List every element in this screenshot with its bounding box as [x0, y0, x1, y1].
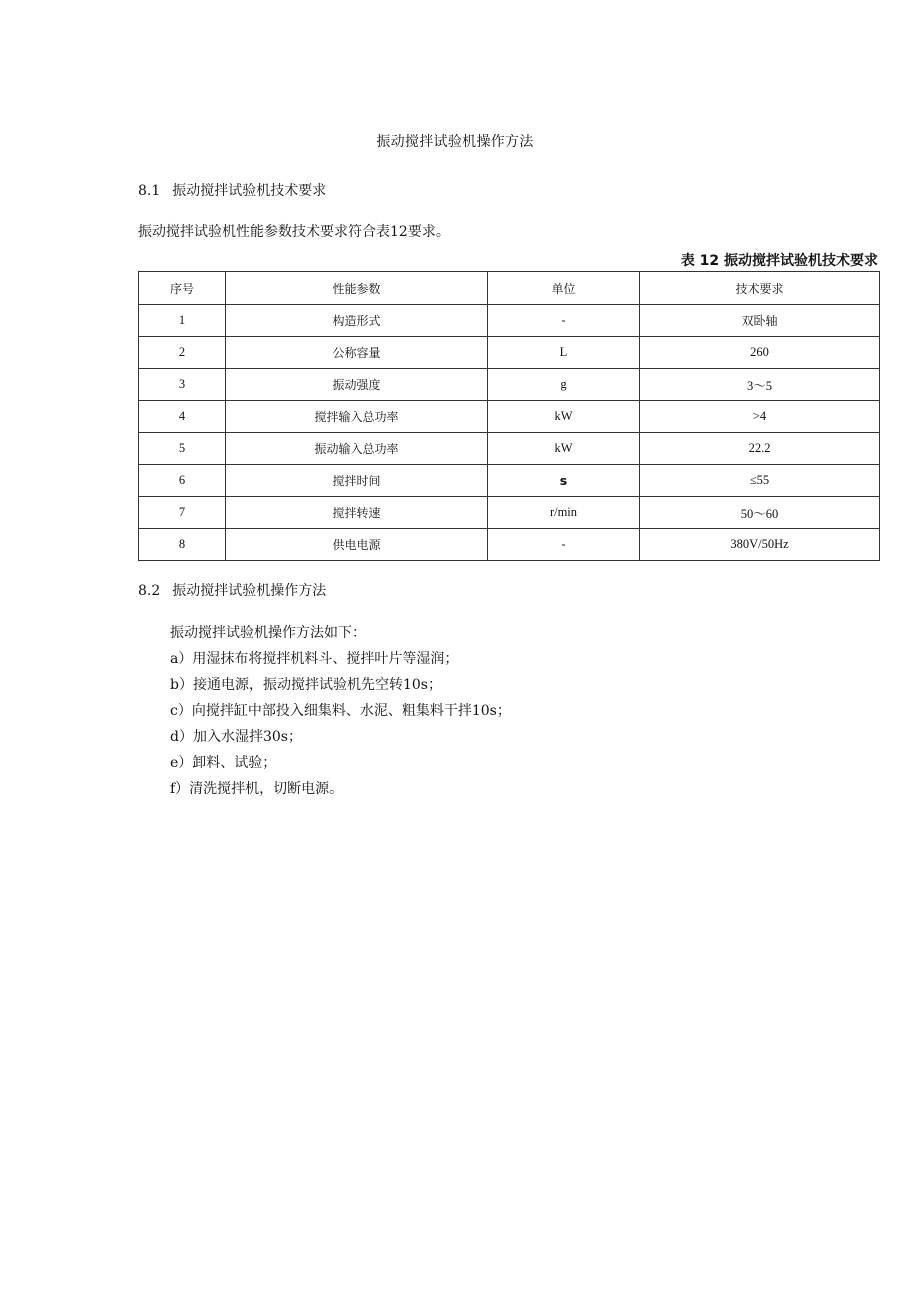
cell-requirement: 380V/50Hz: [640, 529, 880, 561]
cell-index: 1: [139, 305, 226, 337]
section-heading-8-1: [138, 181, 326, 201]
procedure-step: f）清洗搅拌机，切断电源。: [170, 781, 344, 797]
table-row: [139, 433, 880, 465]
table-row: [139, 305, 880, 337]
cell-index: 6: [139, 465, 226, 497]
spec-table: [138, 271, 880, 561]
section-number: 8.1: [138, 183, 161, 199]
table-row: [139, 337, 880, 369]
table-row: [139, 497, 880, 529]
cell-parameter: 振动强度: [226, 369, 488, 401]
cell-index: 7: [139, 497, 226, 529]
cell-unit: g: [488, 369, 640, 401]
cell-index: 3: [139, 369, 226, 401]
cell-unit: kW: [488, 433, 640, 465]
cell-parameter: 构造形式: [226, 305, 488, 337]
cell-index: 5: [139, 433, 226, 465]
intro-paragraph: 振动搅拌试验机性能参数技术要求符合表12要求。: [138, 224, 450, 240]
cell-requirement: 260: [640, 337, 880, 369]
table-row: [139, 465, 880, 497]
cell-parameter: 振动输入总功率: [226, 433, 488, 465]
cell-requirement: ≤55: [640, 465, 880, 497]
cell-requirement: 22.2: [640, 433, 880, 465]
procedure-step: c）向搅拌缸中部投入细集料、水泥、粗集料干拌10s；: [170, 703, 511, 719]
table-caption: 表 12 振动搅拌试验机技术要求: [680, 253, 878, 269]
cell-unit: L: [488, 337, 640, 369]
cell-parameter: 搅拌输入总功率: [226, 401, 488, 433]
cell-requirement: 双卧轴: [640, 305, 880, 337]
procedure-step: a）用湿抹布将搅拌机料斗、搅拌叶片等湿润；: [170, 651, 459, 667]
cell-parameter: 公称容量: [226, 337, 488, 369]
table-header-row: [139, 272, 880, 305]
cell-index: 4: [139, 401, 226, 433]
table-row: [139, 401, 880, 433]
cell-index: 2: [139, 337, 226, 369]
procedure-step: d）加入水湿拌30s；: [170, 729, 302, 745]
section-heading-8-2: [138, 581, 326, 601]
cell-requirement: >4: [640, 401, 880, 433]
cell-unit: kW: [488, 401, 640, 433]
procedure-list: [170, 620, 511, 802]
cell-unit: r/min: [488, 497, 640, 529]
cell-unit: -: [488, 529, 640, 561]
header-cell-requirement: 技术要求: [640, 272, 880, 305]
cell-parameter: 供电电源: [226, 529, 488, 561]
cell-parameter: 搅拌转速: [226, 497, 488, 529]
procedure-lead: 振动搅拌试验机操作方法如下：: [170, 625, 366, 641]
header-cell-index: 序号: [139, 272, 226, 305]
cell-index: 8: [139, 529, 226, 561]
section-title: 振动搅拌试验机技术要求: [172, 183, 327, 199]
procedure-step: e）卸料、试验；: [170, 755, 277, 771]
cell-unit: s: [488, 465, 640, 497]
table-row: [139, 529, 880, 561]
cell-unit: -: [488, 305, 640, 337]
page-title: 振动搅拌试验机操作方法: [376, 134, 534, 150]
section-title: 振动搅拌试验机操作方法: [172, 583, 327, 599]
cell-requirement: 50～60: [640, 497, 880, 529]
procedure-step: b）接通电源，振动搅拌试验机先空转10s；: [170, 677, 442, 693]
header-cell-unit: 单位: [488, 272, 640, 305]
header-cell-parameter: 性能参数: [226, 272, 488, 305]
cell-parameter: 搅拌时间: [226, 465, 488, 497]
section-number: 8.2: [138, 583, 161, 599]
table-row: [139, 369, 880, 401]
cell-requirement: 3～5: [640, 369, 880, 401]
